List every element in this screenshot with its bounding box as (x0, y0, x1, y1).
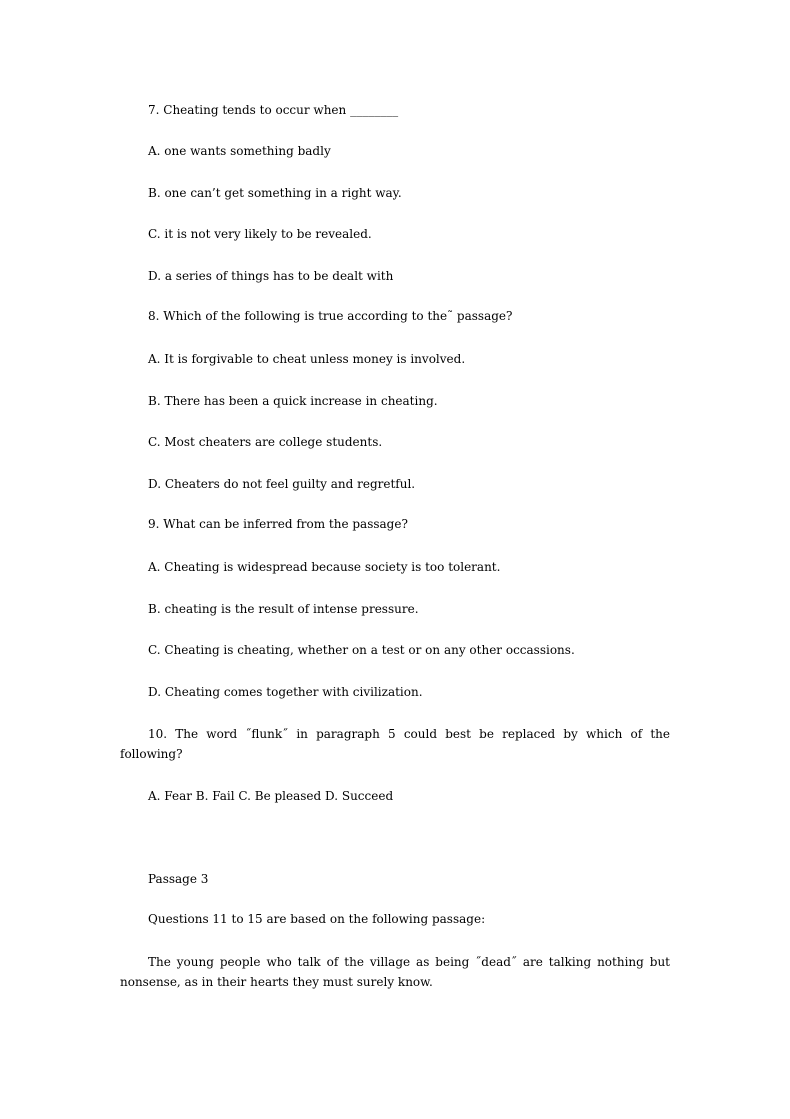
question-9-option-d: D. Cheating comes together with civilization. (148, 685, 423, 699)
passage-3-paragraph: The young people who talk of the village as being ˝dead˝ are talking nothing but nonsense, as in their hearts they must surely know. (120, 955, 670, 989)
passage-3-title: Passage 3 (148, 872, 209, 886)
question-7-option-b: B. one can’t get something in a right way. (148, 186, 402, 200)
question-9-option-a: A. Cheating is widespread because society is too tolerant. (148, 560, 501, 574)
question-8-option-b: B. There has been a quick increase in cheating. (148, 394, 438, 408)
question-10-options: A. Fear B. Fail C. Be pleased D. Succeed (148, 789, 394, 803)
question-7-option-d: D. a series of things has to be dealt with (148, 269, 394, 283)
question-7-option-c: C. it is not very likely to be revealed. (148, 227, 372, 241)
question-10-stem: 10. The word ˝flunk˝ in paragraph 5 could best be replaced by which of the following? (120, 727, 670, 761)
question-8-option-a: A. It is forgivable to cheat unless money is involved. (148, 352, 466, 366)
question-8-option-c: C. Most cheaters are college students. (148, 435, 383, 449)
question-8-stem: 8. Which of the following is true according to the˜ passage? (148, 309, 513, 323)
passage-3-instructions: Questions 11 to 15 are based on the following passage: (148, 912, 486, 926)
question-9-stem: 9. What can be inferred from the passage? (148, 517, 408, 531)
question-7-stem: 7. Cheating tends to occur when ________ (148, 103, 399, 117)
question-9-option-b: B. cheating is the result of intense pressure. (148, 602, 419, 616)
question-7-option-a: A. one wants something badly (148, 144, 331, 158)
question-8-option-d: D. Cheaters do not feel guilty and regretful. (148, 477, 416, 491)
question-9-option-c: C. Cheating is cheating, whether on a test or on any other occassions. (148, 643, 575, 657)
